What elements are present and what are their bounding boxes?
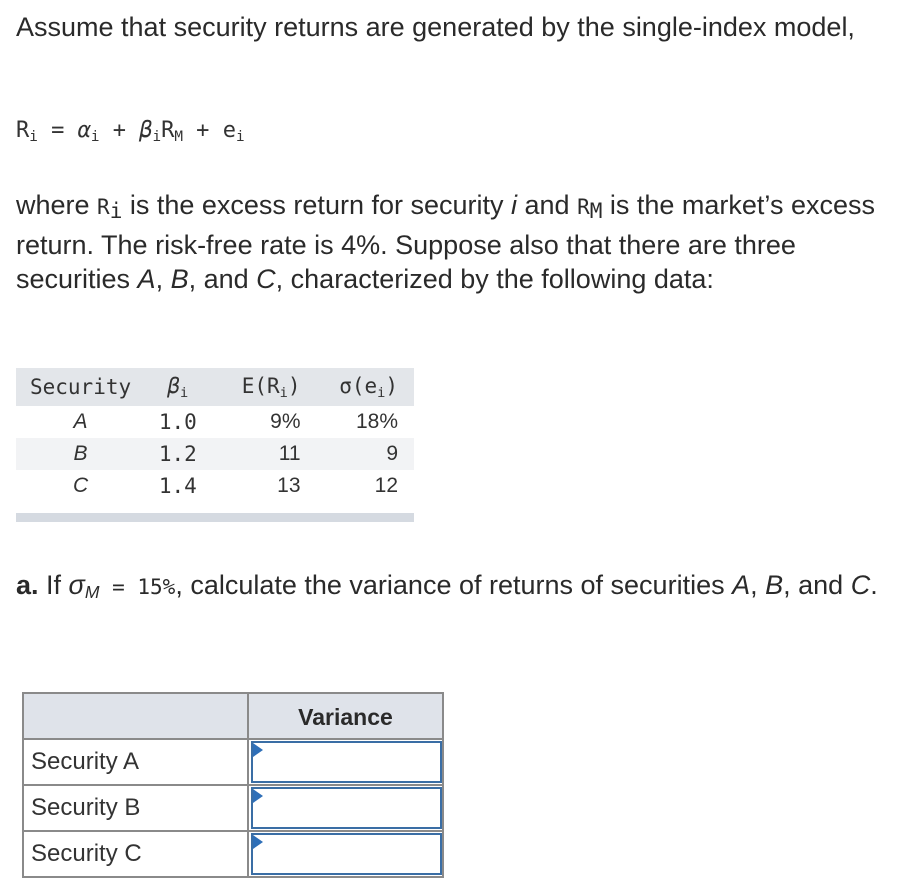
answer-label: Security A (24, 740, 249, 784)
variance-input-b[interactable] (251, 787, 442, 829)
header-residual-sd: $\sigma(e_i)$ (319, 368, 414, 406)
table-footer-bar (16, 513, 414, 522)
answer-row-security-c (24, 832, 442, 878)
cell-expected-return: 11 (210, 438, 318, 470)
table-row (16, 438, 414, 470)
cell-residual-sd: 18% (355, 410, 398, 433)
answer-label: Security C (24, 832, 249, 878)
variance-answer-grid (22, 692, 444, 878)
cell-security: B (16, 438, 145, 470)
variance-header: Variance (298, 704, 393, 730)
answer-row-security-b (24, 786, 442, 832)
single-index-formula: $R_i = \alpha_i + \beta_iR_M + e_i$ (16, 118, 245, 145)
cell-beta: 1.2 (145, 438, 210, 470)
table-header-row (16, 368, 414, 406)
description-text: where $R_i$ is the excess return for security i and $R_M$ is the market’s excess return. The risk-free rate is 4%. Suppose also that there are three securities A, B, and C, characterized by the following data: (16, 190, 875, 294)
cell-residual-sd: 12 (374, 474, 398, 497)
answer-header-row (24, 694, 442, 740)
cell-security: A (73, 410, 88, 433)
variance-input-c[interactable] (251, 833, 442, 875)
input-marker-icon (253, 789, 263, 803)
answer-header-blank (24, 694, 249, 738)
variance-input-a[interactable] (251, 741, 442, 783)
cell-beta: 1.0 (158, 410, 197, 434)
header-expected-return: $E(R_i)$ (210, 368, 318, 406)
cell-security: C (72, 474, 89, 497)
table-row (16, 470, 414, 502)
intro-text: Assume that security returns are generated by the single-index model, (16, 12, 855, 42)
cell-beta: 1.4 (158, 474, 197, 498)
answer-label: Security B (24, 786, 249, 830)
question-a-text: a. If $\sigma_M = 15\%$, calculate the variance of returns of securities A, B, and C. (16, 570, 878, 602)
security-data-table (16, 368, 414, 502)
cell-expected-return: 13 (277, 474, 301, 497)
input-marker-icon (253, 743, 263, 757)
cell-expected-return: 9% (270, 410, 301, 433)
header-security: Security (16, 368, 145, 406)
cell-residual-sd: 9 (319, 438, 414, 470)
header-beta: $\beta_i$ (145, 368, 210, 406)
input-marker-icon (253, 835, 263, 849)
table-row (16, 406, 414, 438)
answer-row-security-a (24, 740, 442, 786)
